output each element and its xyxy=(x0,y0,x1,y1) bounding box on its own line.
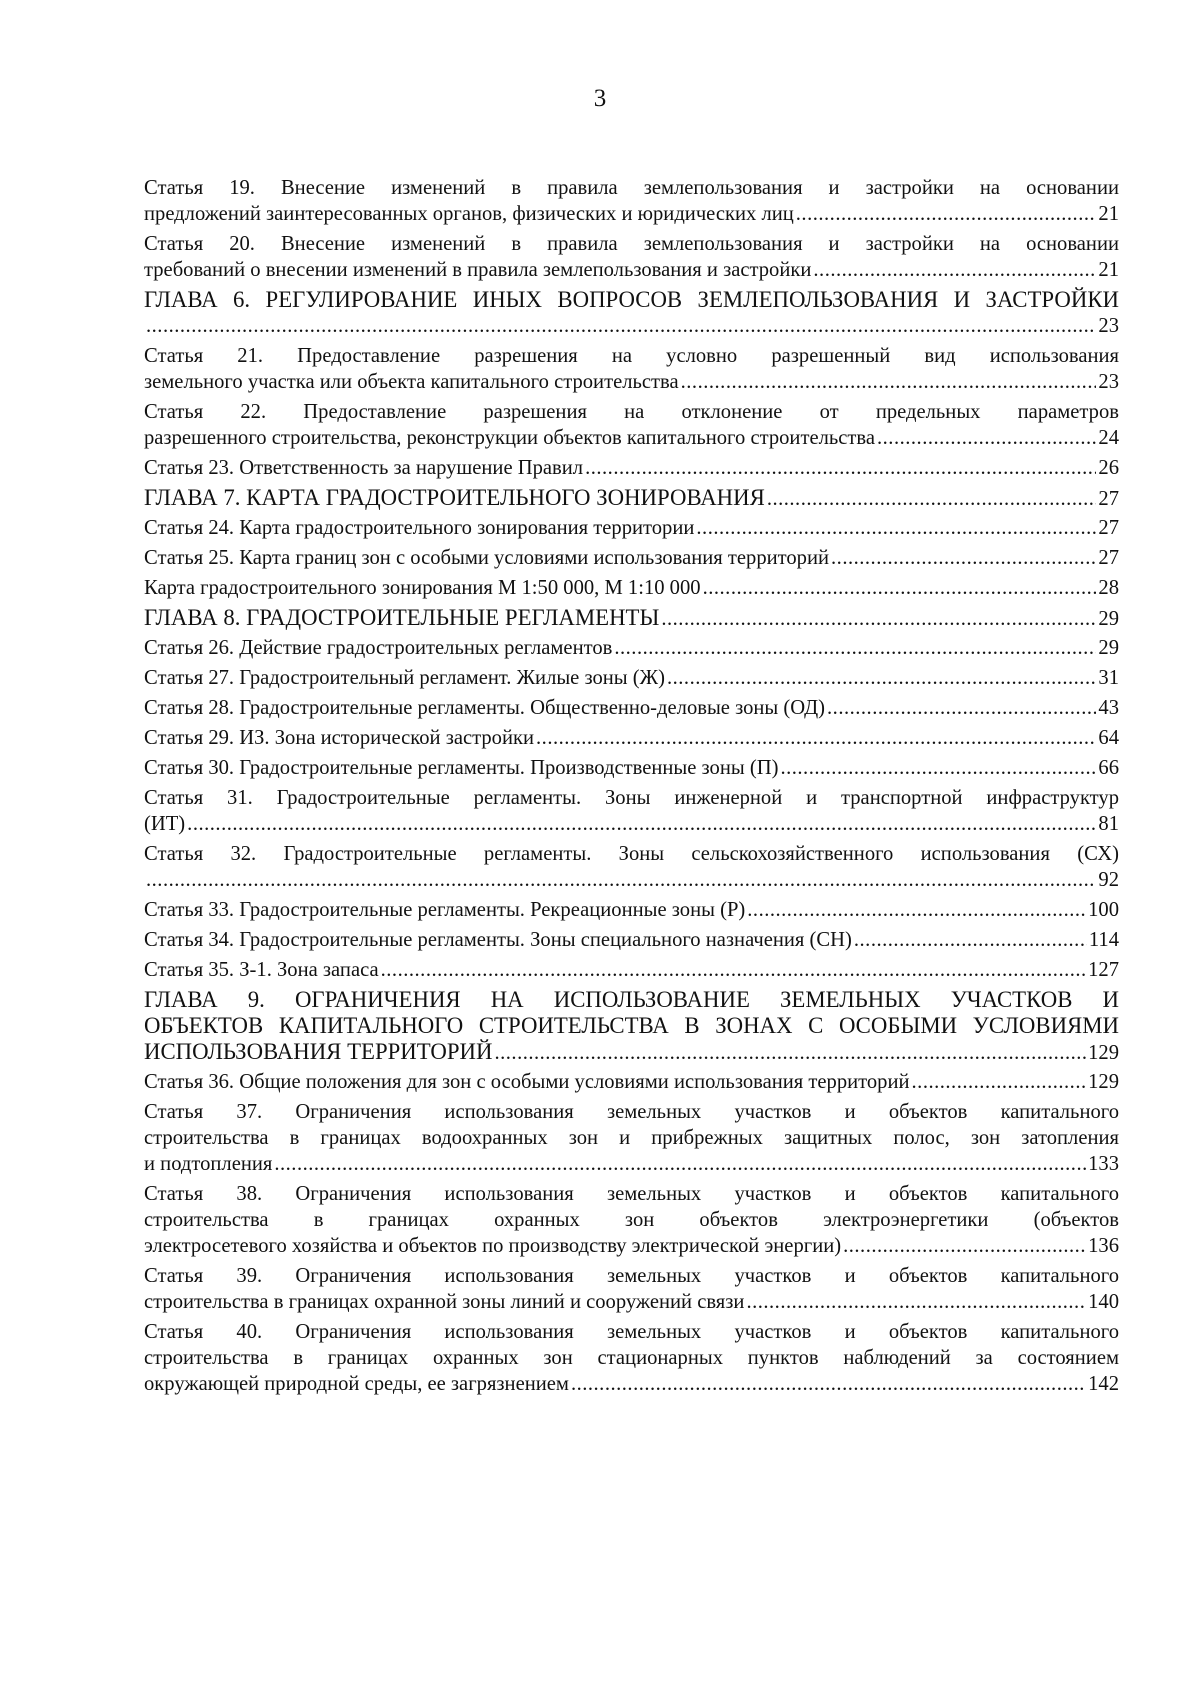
toc-entry-text: Статья 36. Общие положения для зон с особыми условиями использования территорий xyxy=(144,1071,910,1093)
toc-leader-dots xyxy=(843,1233,1086,1259)
toc-article-entry[interactable] xyxy=(144,1069,1119,1095)
toc-article-entry[interactable] xyxy=(144,575,1119,601)
toc-leader-dots xyxy=(667,665,1096,691)
toc-entry-text: Статья 34. Градостроительные регламенты. Зоны специального назначения (СН) xyxy=(144,929,852,951)
toc-entry-last-line xyxy=(144,545,1119,571)
toc-page-number: 26 xyxy=(1098,457,1119,479)
page-number: 3 xyxy=(593,85,607,112)
toc-leader-dots xyxy=(494,1040,1086,1065)
toc-entry-last-line xyxy=(144,811,1119,837)
toc-entry-last-line xyxy=(144,897,1119,923)
toc-page-number: 114 xyxy=(1088,929,1119,951)
toc-page-number: 21 xyxy=(1098,259,1119,281)
toc-article-entry[interactable] xyxy=(144,897,1119,923)
toc-leader-dots xyxy=(146,313,1096,339)
toc-entry-text: Статья 25. Карта границ зон с особыми условиями использования территорий xyxy=(144,547,830,569)
toc-page-number: 100 xyxy=(1088,899,1119,921)
toc-entry-text: Статья 28. Градостроительные регламенты. Общественно-деловые зоны (ОД) xyxy=(144,697,826,719)
toc-chapter-entry[interactable] xyxy=(144,287,1119,339)
toc-leader-dots xyxy=(746,1289,1086,1315)
toc-entry-text: требований о внесении изменений в правила землепользования и застройки xyxy=(144,259,812,281)
toc-entry-last-line xyxy=(144,575,1119,601)
toc-leader-dots xyxy=(571,1371,1086,1397)
toc-entry-last-line xyxy=(144,369,1119,395)
toc-leader-dots xyxy=(813,257,1096,283)
toc-entry-line: Статья 39. Ограничения использования земельных участков и объектов капитального xyxy=(144,1265,1119,1287)
toc-article-entry[interactable] xyxy=(144,545,1119,571)
toc-entry-last-line xyxy=(144,725,1119,751)
toc-entry-line: Статья 22. Предоставление разрешения на отклонение от предельных параметров xyxy=(144,401,1119,423)
toc-leader-dots xyxy=(877,425,1096,451)
toc-entry-last-line xyxy=(144,485,1119,511)
toc-entry-text: Статья 33. Градостроительные регламенты. Рекреационные зоны (Р) xyxy=(144,899,746,921)
toc-entry-last-line xyxy=(144,957,1119,983)
toc-leader-dots xyxy=(146,867,1096,893)
toc-entry-text: Карта градостроительного зонирования М 1:50 000, М 1:10 000 xyxy=(144,577,701,599)
toc-article-entry[interactable] xyxy=(144,515,1119,541)
toc-leader-dots xyxy=(831,545,1096,571)
toc-page-number: 140 xyxy=(1088,1291,1119,1313)
toc-leader-dots xyxy=(780,755,1096,781)
toc-article-entry[interactable] xyxy=(144,1099,1119,1177)
toc-entry-text: Статья 35. З-1. Зона запаса xyxy=(144,959,379,981)
toc-leader-dots xyxy=(912,1069,1087,1095)
toc-entry-text: земельного участка или объекта капитального строительства xyxy=(144,371,679,393)
toc-article-entry[interactable] xyxy=(144,1181,1119,1259)
toc-entry-text: Статья 29. ИЗ. Зона исторической застройки xyxy=(144,727,535,749)
toc-article-entry[interactable] xyxy=(144,927,1119,953)
toc-entry-line: строительства в границах охранных зон стационарных пунктов наблюдений за состоянием xyxy=(144,1347,1119,1369)
toc-entry-last-line xyxy=(144,665,1119,691)
toc-page-number: 23 xyxy=(1098,315,1119,337)
toc-entry-text: предложений заинтересованных органов, физических и юридических лиц xyxy=(144,203,794,225)
toc-page-number: 23 xyxy=(1098,371,1119,393)
toc-leader-dots xyxy=(187,811,1096,837)
toc-article-entry[interactable] xyxy=(144,695,1119,721)
toc-page-number: 29 xyxy=(1098,608,1119,630)
toc-page-number: 66 xyxy=(1098,757,1119,779)
toc-entry-text: ГЛАВА 8. ГРАДОСТРОИТЕЛЬНЫЕ РЕГЛАМЕНТЫ xyxy=(144,605,660,630)
toc-entry-text: ИСПОЛЬЗОВАНИЯ ТЕРРИТОРИЙ xyxy=(144,1039,493,1064)
toc-entry-text: ГЛАВА 7. КАРТА ГРАДОСТРОИТЕЛЬНОГО ЗОНИРОВАНИЯ xyxy=(144,485,765,510)
toc-article-entry[interactable] xyxy=(144,841,1119,893)
toc-entry-line: строительства в границах водоохранных зон и прибрежных защитных полос, зон затопления xyxy=(144,1127,1119,1149)
toc-entry-line: ГЛАВА 9. ОГРАНИЧЕНИЯ НА ИСПОЛЬЗОВАНИЕ ЗЕМЕЛЬНЫХ УЧАСТКОВ И xyxy=(144,987,1119,1012)
toc-article-entry[interactable] xyxy=(144,399,1119,451)
toc-leader-dots xyxy=(827,695,1096,721)
toc-entry-last-line xyxy=(144,313,1119,339)
toc-entry-text: Статья 30. Градостроительные регламенты. Производственные зоны (П) xyxy=(144,757,779,779)
toc-article-entry[interactable] xyxy=(144,343,1119,395)
toc-entry-last-line xyxy=(144,867,1119,893)
toc-chapter-entry[interactable] xyxy=(144,485,1119,511)
toc-page-number: 92 xyxy=(1098,869,1119,891)
toc-leader-dots xyxy=(661,606,1096,631)
toc-entry-last-line xyxy=(144,257,1119,283)
toc-leader-dots xyxy=(696,515,1096,541)
toc-leader-dots xyxy=(747,897,1086,923)
toc-entry-text: окружающей природной среды, ее загрязнением xyxy=(144,1373,569,1395)
toc-leader-dots xyxy=(614,635,1096,661)
toc-entry-text: Статья 27. Градостроительный регламент. Жилые зоны (Ж) xyxy=(144,667,665,689)
toc-page-number: 81 xyxy=(1098,813,1119,835)
toc-page-number: 27 xyxy=(1098,517,1119,539)
toc-article-entry[interactable] xyxy=(144,785,1119,837)
toc-leader-dots xyxy=(381,957,1086,983)
toc-article-entry[interactable] xyxy=(144,725,1119,751)
toc-entry-line: Статья 20. Внесение изменений в правила землепользования и застройки на основании xyxy=(144,233,1119,255)
toc-article-entry[interactable] xyxy=(144,455,1119,481)
toc-page-number: 24 xyxy=(1098,427,1119,449)
toc-entry-last-line xyxy=(144,695,1119,721)
toc-page-number: 27 xyxy=(1098,547,1119,569)
toc-leader-dots xyxy=(274,1151,1086,1177)
toc-entry-last-line xyxy=(144,635,1119,661)
table-of-contents xyxy=(144,175,1119,1401)
toc-entry-line: Статья 37. Ограничения использования земельных участков и объектов капитального xyxy=(144,1101,1119,1123)
toc-entry-last-line xyxy=(144,201,1119,227)
toc-entry-last-line xyxy=(144,927,1119,953)
toc-page-number: 64 xyxy=(1098,727,1119,749)
toc-entry-line: ОБЪЕКТОВ КАПИТАЛЬНОГО СТРОИТЕЛЬСТВА В ЗОНАХ С ОСОБЫМИ УСЛОВИЯМИ xyxy=(144,1013,1119,1038)
toc-page-number: 28 xyxy=(1098,577,1119,599)
toc-page-number: 127 xyxy=(1088,959,1119,981)
toc-entry-text: Статья 23. Ответственность за нарушение Правил xyxy=(144,457,584,479)
toc-article-entry[interactable] xyxy=(144,1319,1119,1397)
toc-leader-dots xyxy=(767,486,1097,511)
toc-page-number: 29 xyxy=(1098,637,1119,659)
toc-chapter-entry[interactable] xyxy=(144,605,1119,631)
toc-entry-last-line xyxy=(144,755,1119,781)
toc-entry-last-line xyxy=(144,1039,1119,1065)
toc-page-number: 142 xyxy=(1088,1373,1119,1395)
toc-entry-line: Статья 32. Градостроительные регламенты. Зоны сельскохозяйственного использования (СХ) xyxy=(144,843,1119,865)
toc-entry-line: Статья 19. Внесение изменений в правила землепользования и застройки на основании xyxy=(144,177,1119,199)
toc-entry-line: строительства в границах охранных зон объектов электроэнергетики (объектов xyxy=(144,1209,1119,1231)
toc-leader-dots xyxy=(585,455,1096,481)
toc-page-number: 136 xyxy=(1088,1235,1119,1257)
toc-leader-dots xyxy=(796,201,1097,227)
toc-entry-text: разрешенного строительства, реконструкции объектов капитального строительства xyxy=(144,427,875,449)
toc-entry-text: (ИТ) xyxy=(144,813,186,835)
toc-leader-dots xyxy=(703,575,1097,601)
toc-entry-line: ГЛАВА 6. РЕГУЛИРОВАНИЕ ИНЫХ ВОПРОСОВ ЗЕМЛЕПОЛЬЗОВАНИЯ И ЗАСТРОЙКИ xyxy=(144,287,1119,312)
toc-article-entry[interactable] xyxy=(144,755,1119,781)
toc-article-entry[interactable] xyxy=(144,635,1119,661)
toc-page-number: 27 xyxy=(1098,488,1119,510)
toc-leader-dots xyxy=(681,369,1097,395)
toc-page-number: 129 xyxy=(1088,1071,1119,1093)
toc-leader-dots xyxy=(536,725,1096,751)
toc-page-number: 129 xyxy=(1088,1042,1119,1064)
toc-entry-last-line xyxy=(144,1233,1119,1259)
toc-entry-last-line xyxy=(144,1289,1119,1315)
toc-entry-text: строительства в границах охранной зоны линий и сооружений связи xyxy=(144,1291,745,1313)
toc-entry-last-line xyxy=(144,1069,1119,1095)
toc-entry-text: Статья 26. Действие градостроительных регламентов xyxy=(144,637,613,659)
toc-entry-last-line xyxy=(144,515,1119,541)
toc-entry-last-line xyxy=(144,1371,1119,1397)
toc-entry-line: Статья 31. Градостроительные регламенты. Зоны инженерной и транспортной инфраструктур xyxy=(144,787,1119,809)
toc-article-entry[interactable] xyxy=(144,1263,1119,1315)
toc-chapter-entry[interactable] xyxy=(144,987,1119,1065)
toc-entry-last-line xyxy=(144,455,1119,481)
toc-entry-last-line xyxy=(144,605,1119,631)
toc-article-entry[interactable] xyxy=(144,957,1119,983)
toc-entry-text: Статья 24. Карта градостроительного зонирования территории xyxy=(144,517,695,539)
toc-page-number: 43 xyxy=(1098,697,1119,719)
toc-article-entry[interactable] xyxy=(144,231,1119,283)
toc-entry-text: электросетевого хозяйства и объектов по производству электрической энергии) xyxy=(144,1235,842,1257)
toc-entry-last-line xyxy=(144,1151,1119,1177)
toc-page-number: 31 xyxy=(1098,667,1119,689)
toc-entry-last-line xyxy=(144,425,1119,451)
toc-entry-line: Статья 40. Ограничения использования земельных участков и объектов капитального xyxy=(144,1321,1119,1343)
toc-page-number: 133 xyxy=(1088,1153,1119,1175)
toc-leader-dots xyxy=(854,927,1087,953)
toc-article-entry[interactable] xyxy=(144,665,1119,691)
toc-article-entry[interactable] xyxy=(144,175,1119,227)
toc-page-number: 21 xyxy=(1098,203,1119,225)
toc-entry-line: Статья 21. Предоставление разрешения на условно разрешенный вид использования xyxy=(144,345,1119,367)
toc-entry-line: Статья 38. Ограничения использования земельных участков и объектов капитального xyxy=(144,1183,1119,1205)
toc-entry-text: и подтопления xyxy=(144,1153,273,1175)
